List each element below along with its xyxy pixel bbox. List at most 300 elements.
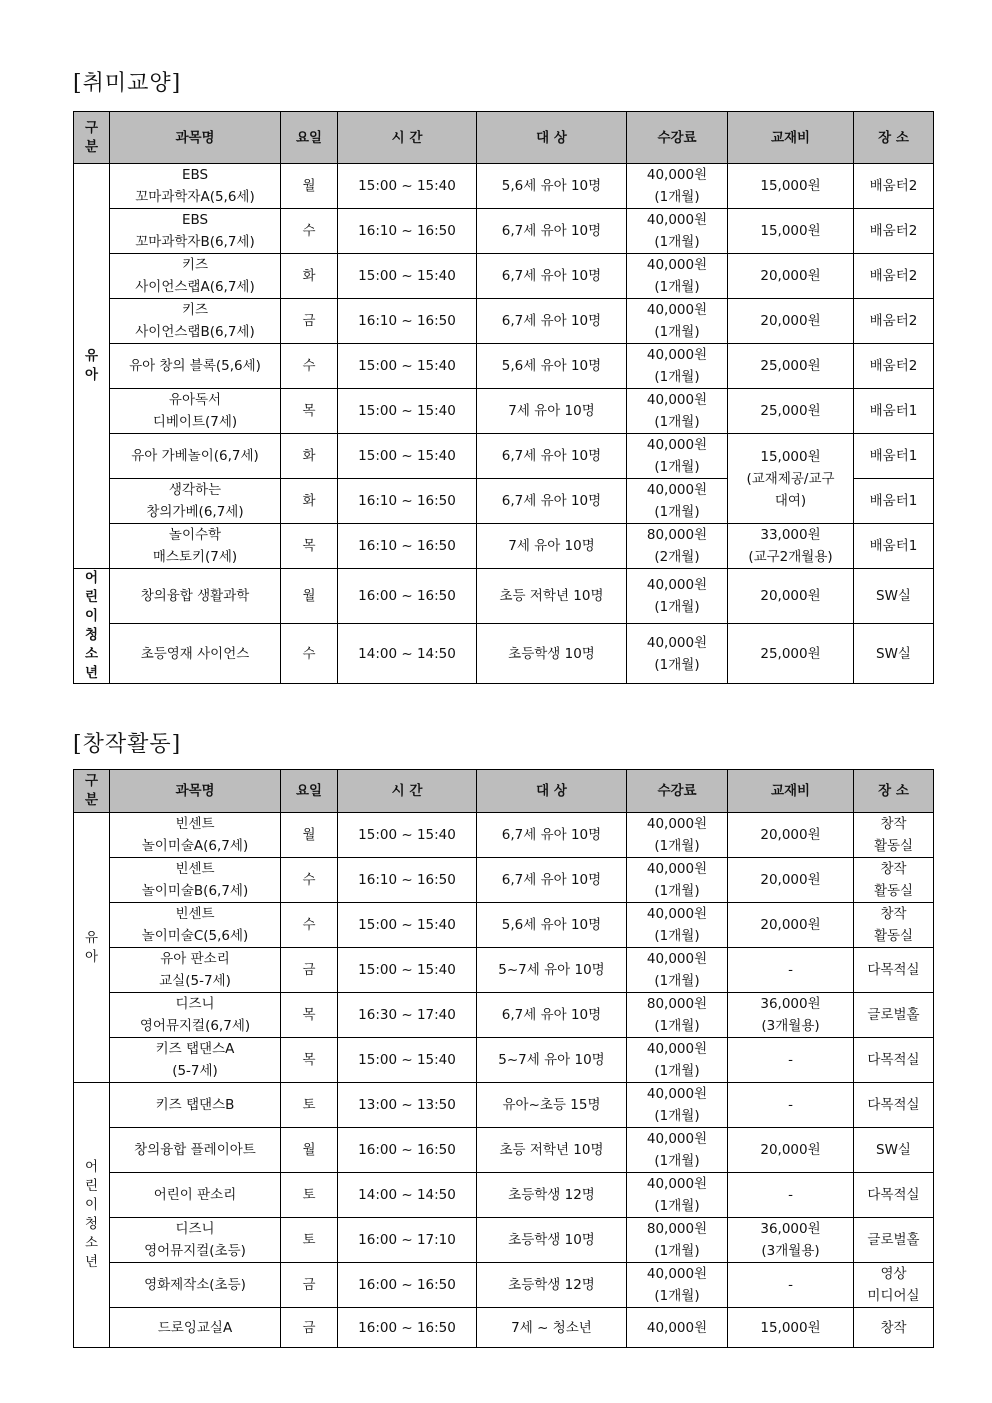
day-cell	[281, 479, 338, 524]
course-name-cell-text: 영화제작소(초등)	[144, 1277, 246, 1293]
book-fee-cell	[728, 1083, 854, 1128]
target-cell-text: 6,7세 유아 10명	[501, 1007, 602, 1023]
target-cell-text: 5~7세 유아 10명	[498, 962, 605, 978]
book-fee-cell-text: 15,000원	[760, 223, 821, 239]
course-name-cell-text: 키즈 사이언스랩A(6,7세)	[135, 257, 255, 295]
place-cell	[854, 624, 934, 684]
place-cell-text: 창작 활동실	[873, 906, 914, 944]
time-cell-text: 13:00 ~ 13:50	[358, 1097, 456, 1113]
book-fee-cell	[728, 813, 854, 858]
place-cell-text: 배움터2	[869, 268, 918, 284]
target-cell	[477, 903, 627, 948]
table-header-row	[74, 770, 934, 813]
book-fee-cell-text: 25,000원	[760, 645, 821, 662]
target-cell-text: 6,7세 유아 10명	[501, 827, 602, 843]
table-row	[74, 299, 934, 344]
book-fee-cell	[728, 254, 854, 299]
fee-cell-text: 40,000원 (1개월)	[646, 1041, 708, 1079]
fee-cell	[627, 1128, 728, 1173]
table-header-row	[74, 112, 934, 164]
group-label-cell-text: 어린이청소년	[84, 1159, 99, 1270]
day-cell-text: 월	[302, 1142, 316, 1158]
table-row	[74, 389, 934, 434]
header-fee	[627, 112, 728, 164]
time-cell	[338, 1128, 477, 1173]
table-row	[74, 1128, 934, 1173]
course-name-cell-text: 키즈 사이언스랩B(6,7세)	[135, 302, 255, 340]
time-cell	[338, 1173, 477, 1218]
place-cell	[854, 993, 934, 1038]
place-cell-text: 영상 미디어실	[867, 1266, 920, 1304]
fee-cell	[627, 1308, 728, 1348]
day-cell-text: 금	[302, 1277, 316, 1293]
place-cell	[854, 524, 934, 569]
table-row	[74, 164, 934, 209]
course-name-cell	[110, 389, 281, 434]
fee-cell	[627, 903, 728, 948]
header-category-text: 구 분	[84, 119, 99, 155]
day-cell-text: 목	[302, 1052, 316, 1068]
place-cell	[854, 903, 934, 948]
fee-cell	[627, 434, 728, 479]
table-row	[74, 624, 934, 684]
course-name-cell-text: 키즈 탭댄스B	[155, 1097, 235, 1113]
fee-cell	[627, 1038, 728, 1083]
target-cell-text: 7세 유아 10명	[508, 403, 595, 419]
header-category	[74, 770, 110, 813]
fee-cell-text: 40,000원 (1개월)	[646, 392, 708, 430]
place-cell-text: SW실	[876, 1142, 911, 1158]
target-cell-text: 초등 저학년 10명	[499, 588, 604, 605]
target-cell	[477, 434, 627, 479]
day-cell	[281, 299, 338, 344]
table-row	[74, 1263, 934, 1308]
book-fee-cell-text: -	[788, 962, 793, 978]
day-cell-text: 토	[302, 1232, 316, 1248]
book-fee-cell	[728, 569, 854, 624]
day-cell	[281, 858, 338, 903]
day-cell	[281, 624, 338, 684]
time-cell-text: 16:10 ~ 16:50	[358, 872, 456, 888]
course-name-cell	[110, 1263, 281, 1308]
course-name-cell	[110, 903, 281, 948]
place-cell	[854, 1173, 934, 1218]
header-time-text: 시 간	[391, 783, 423, 799]
fee-cell	[627, 389, 728, 434]
day-cell-text: 토	[302, 1187, 316, 1203]
target-cell-text: 5~7세 유아 10명	[498, 1052, 605, 1068]
day-cell-text: 화	[302, 448, 316, 464]
header-book-fee-text: 교재비	[770, 129, 811, 146]
book-fee-cell	[728, 164, 854, 209]
book-fee-cell-text: 15,000원 (교재제공/교구 대여)	[746, 448, 835, 509]
day-cell-text: 월	[302, 178, 316, 194]
course-name-cell-text: 디즈니 영어뮤지컬(6,7세)	[139, 996, 251, 1034]
day-cell	[281, 903, 338, 948]
time-cell-text: 16:00 ~ 17:10	[358, 1232, 456, 1248]
table-row	[74, 209, 934, 254]
place-cell	[854, 569, 934, 624]
time-cell	[338, 299, 477, 344]
course-name-cell-text: 창의융합 생활과학	[140, 588, 250, 605]
time-cell	[338, 164, 477, 209]
book-fee-cell	[728, 1218, 854, 1263]
place-cell-text: 배움터2	[869, 358, 918, 374]
fee-cell-text: 40,000원 (1개월)	[646, 951, 708, 989]
book-fee-cell-text: 20,000원	[760, 872, 821, 888]
fee-cell	[627, 254, 728, 299]
time-cell	[338, 569, 477, 624]
place-cell	[854, 254, 934, 299]
target-cell	[477, 389, 627, 434]
course-name-cell	[110, 813, 281, 858]
target-cell	[477, 524, 627, 569]
time-cell-text: 15:00 ~ 15:40	[358, 962, 456, 978]
book-fee-cell	[728, 624, 854, 684]
book-fee-cell	[728, 993, 854, 1038]
time-cell-text: 16:10 ~ 16:50	[358, 538, 456, 554]
book-fee-cell	[728, 344, 854, 389]
target-cell	[477, 1218, 627, 1263]
time-cell-text: 16:30 ~ 17:40	[358, 1007, 456, 1023]
day-cell	[281, 948, 338, 993]
place-cell-text: 배움터2	[869, 313, 918, 329]
time-cell	[338, 993, 477, 1038]
book-fee-cell-text: 20,000원	[760, 268, 821, 284]
day-cell-text: 목	[302, 1007, 316, 1023]
course-name-cell	[110, 1173, 281, 1218]
book-fee-cell-text: 36,000원 (3개월용)	[760, 996, 821, 1034]
course-name-cell	[110, 524, 281, 569]
header-fee-text: 수강료	[657, 783, 697, 799]
day-cell-text: 월	[302, 827, 316, 843]
fee-cell	[627, 1083, 728, 1128]
day-cell	[281, 524, 338, 569]
table-row	[74, 1308, 934, 1348]
course-name-cell-text: 빈센트 놀이미술A(6,7세)	[141, 816, 249, 854]
place-cell	[854, 1218, 934, 1263]
time-cell-text: 15:00 ~ 15:40	[358, 448, 456, 464]
time-cell	[338, 1308, 477, 1348]
course-name-cell	[110, 254, 281, 299]
day-cell-text: 수	[302, 872, 316, 888]
day-cell	[281, 993, 338, 1038]
day-cell	[281, 209, 338, 254]
day-cell	[281, 344, 338, 389]
day-cell-text: 금	[302, 313, 316, 329]
time-cell-text: 16:00 ~ 16:50	[358, 1277, 456, 1293]
book-fee-cell	[728, 209, 854, 254]
header-day-text: 요일	[295, 783, 323, 799]
table-row	[74, 254, 934, 299]
book-fee-cell	[728, 299, 854, 344]
course-name-cell-text: 빈센트 놀이미술B(6,7세)	[141, 861, 249, 899]
fee-cell-text: 40,000원 (1개월)	[646, 302, 708, 340]
book-fee-cell	[728, 389, 854, 434]
place-cell	[854, 813, 934, 858]
group-label-cell	[74, 569, 110, 684]
place-cell	[854, 434, 934, 479]
time-cell-text: 15:00 ~ 15:40	[358, 358, 456, 374]
header-place-text: 장 소	[878, 783, 909, 799]
place-cell-text: 창작	[880, 1319, 907, 1336]
table-row	[74, 1083, 934, 1128]
table-row	[74, 1173, 934, 1218]
target-cell	[477, 344, 627, 389]
place-cell	[854, 1308, 934, 1348]
book-fee-cell	[728, 524, 854, 569]
target-cell	[477, 624, 627, 684]
target-cell	[477, 254, 627, 299]
book-fee-cell-text: -	[788, 1097, 793, 1113]
fee-cell-text: 40,000원 (1개월)	[646, 167, 708, 205]
place-cell-text: 글로벌홀	[867, 1007, 920, 1023]
section-title-hobby: [취미교양]	[73, 71, 182, 96]
header-category-text: 구 분	[84, 773, 99, 808]
day-cell	[281, 1218, 338, 1263]
place-cell-text: 배움터2	[869, 178, 918, 194]
day-cell-text: 수	[302, 223, 316, 239]
target-cell	[477, 209, 627, 254]
time-cell	[338, 344, 477, 389]
day-cell-text: 월	[302, 588, 316, 605]
book-fee-cell-text: 25,000원	[760, 358, 821, 374]
group-label-cell-text: 어린이청소년	[84, 570, 99, 681]
place-cell-text: 글로벌홀	[867, 1232, 920, 1248]
header-course-name	[110, 112, 281, 164]
day-cell-text: 토	[302, 1097, 316, 1113]
header-place	[854, 112, 934, 164]
target-cell-text: 6,7세 유아 10명	[501, 223, 602, 239]
target-cell-text: 초등 저학년 10명	[499, 1142, 604, 1158]
place-cell	[854, 209, 934, 254]
time-cell	[338, 948, 477, 993]
target-cell	[477, 569, 627, 624]
target-cell-text: 초등학생 10명	[508, 1232, 595, 1248]
fee-cell	[627, 858, 728, 903]
book-fee-cell	[728, 1038, 854, 1083]
header-target	[477, 770, 627, 813]
fee-cell-text: 40,000원 (1개월)	[646, 437, 708, 475]
header-fee-text: 수강료	[657, 129, 697, 146]
course-name-cell-text: 창의융합 플레이아트	[134, 1142, 256, 1158]
day-cell	[281, 254, 338, 299]
header-target-text: 대 상	[536, 129, 567, 146]
place-cell-text: SW실	[876, 645, 911, 662]
target-cell	[477, 813, 627, 858]
time-cell-text: 16:10 ~ 16:50	[358, 493, 456, 509]
book-fee-cell	[728, 1173, 854, 1218]
day-cell	[281, 389, 338, 434]
target-cell	[477, 858, 627, 903]
time-cell	[338, 479, 477, 524]
book-fee-cell-text: 36,000원 (3개월용)	[760, 1221, 821, 1259]
target-cell-text: 6,7세 유아 10명	[501, 448, 602, 464]
time-cell-text: 16:00 ~ 16:50	[358, 1142, 456, 1158]
place-cell-text: 다목적실	[867, 1097, 920, 1113]
header-book-fee	[728, 770, 854, 813]
target-cell	[477, 1263, 627, 1308]
book-fee-cell	[728, 903, 854, 948]
place-cell	[854, 1083, 934, 1128]
table-row	[74, 524, 934, 569]
day-cell-text: 수	[302, 358, 316, 374]
fee-cell-text: 40,000원 (1개월)	[646, 861, 708, 899]
fee-cell	[627, 993, 728, 1038]
day-cell-text: 화	[302, 493, 316, 509]
time-cell-text: 14:00 ~ 14:50	[358, 1187, 456, 1203]
target-cell-text: 6,7세 유아 10명	[501, 493, 602, 509]
target-cell-text: 6,7세 유아 10명	[501, 313, 602, 329]
fee-cell	[627, 209, 728, 254]
course-name-cell-text: 키즈 탭댄스A (5-7세)	[155, 1041, 235, 1079]
course-name-cell	[110, 209, 281, 254]
place-cell	[854, 1263, 934, 1308]
target-cell-text: 유아~초등 15명	[502, 1097, 601, 1113]
book-fee-cell	[728, 434, 854, 524]
book-fee-cell-text: 20,000원	[760, 827, 821, 843]
fee-cell	[627, 948, 728, 993]
time-cell-text: 16:00 ~ 16:50	[358, 588, 456, 605]
day-cell-text: 목	[302, 403, 316, 419]
fee-cell	[627, 569, 728, 624]
time-cell-text: 15:00 ~ 15:40	[358, 917, 456, 933]
time-cell-text: 16:10 ~ 16:50	[358, 223, 456, 239]
book-fee-cell	[728, 1128, 854, 1173]
fee-cell-text: 40,000원 (1개월)	[646, 1266, 708, 1304]
course-name-cell-text: 드로잉교실A	[157, 1319, 233, 1336]
place-cell	[854, 389, 934, 434]
fee-cell-text: 80,000원 (1개월)	[646, 996, 708, 1034]
day-cell-text: 금	[302, 1319, 316, 1336]
header-book-fee	[728, 112, 854, 164]
target-cell-text: 초등학생 10명	[508, 645, 595, 662]
fee-cell-text: 80,000원 (2개월)	[646, 527, 708, 565]
target-cell	[477, 299, 627, 344]
fee-cell-text: 40,000원	[646, 1319, 708, 1336]
place-cell-text: 다목적실	[867, 1187, 920, 1203]
course-name-cell-text: 디즈니 영어뮤지컬(초등)	[144, 1221, 246, 1259]
day-cell	[281, 813, 338, 858]
time-cell	[338, 524, 477, 569]
course-name-cell-text: 초등영재 사이언스	[140, 645, 250, 662]
target-cell-text: 6,7세 유아 10명	[501, 872, 602, 888]
target-cell-text: 6,7세 유아 10명	[501, 268, 602, 284]
group-label-cell-text: 유아	[84, 348, 99, 383]
time-cell	[338, 389, 477, 434]
header-day	[281, 112, 338, 164]
course-name-cell	[110, 299, 281, 344]
day-cell	[281, 1308, 338, 1348]
target-cell-text: 5,6세 유아 10명	[501, 917, 602, 933]
table-row	[74, 434, 934, 479]
place-cell	[854, 164, 934, 209]
table-row	[74, 858, 934, 903]
fee-cell	[627, 344, 728, 389]
time-cell	[338, 254, 477, 299]
book-fee-cell-text: -	[788, 1052, 793, 1068]
fee-cell-text: 40,000원 (1개월)	[646, 577, 708, 616]
time-cell	[338, 1083, 477, 1128]
target-cell	[477, 164, 627, 209]
time-cell-text: 15:00 ~ 15:40	[358, 178, 456, 194]
book-fee-cell-text: 15,000원	[760, 1319, 821, 1336]
header-course-name	[110, 770, 281, 813]
day-cell	[281, 164, 338, 209]
course-name-cell-text: 빈센트 놀이미술C(5,6세)	[141, 906, 249, 944]
place-cell-text: 배움터1	[869, 493, 918, 509]
course-name-cell	[110, 1038, 281, 1083]
target-cell	[477, 1128, 627, 1173]
fee-cell	[627, 479, 728, 524]
day-cell-text: 수	[302, 917, 316, 933]
table-row	[74, 813, 934, 858]
table-row	[74, 948, 934, 993]
fee-cell-text: 40,000원 (1개월)	[646, 482, 708, 520]
book-fee-cell	[728, 1263, 854, 1308]
target-cell	[477, 1308, 627, 1348]
place-cell-text: 다목적실	[867, 1052, 920, 1068]
fee-cell-text: 40,000원 (1개월)	[646, 257, 708, 295]
course-name-cell-text: 생각하는 창의가베(6,7세)	[146, 482, 244, 520]
course-name-cell-text: 유아 가베놀이(6,7세)	[131, 448, 259, 464]
place-cell	[854, 344, 934, 389]
time-cell	[338, 813, 477, 858]
day-cell	[281, 1173, 338, 1218]
place-cell	[854, 1128, 934, 1173]
place-cell-text: 창작 활동실	[873, 816, 914, 854]
header-book-fee-text: 교재비	[770, 783, 811, 799]
day-cell-text: 금	[302, 962, 316, 978]
time-cell-text: 16:00 ~ 16:50	[358, 1319, 456, 1336]
group-label-cell	[74, 164, 110, 569]
fee-cell	[627, 624, 728, 684]
day-cell	[281, 1263, 338, 1308]
table-row	[74, 993, 934, 1038]
target-cell-text: 5,6세 유아 10명	[501, 358, 602, 374]
fee-cell	[627, 164, 728, 209]
fee-cell-text: 40,000원 (1개월)	[646, 212, 708, 250]
header-day-text: 요일	[295, 129, 323, 146]
course-name-cell-text: EBS 꼬마과학자A(5,6세)	[135, 167, 255, 205]
day-cell-text: 수	[302, 645, 316, 662]
header-place-text: 장 소	[878, 129, 909, 146]
course-name-cell	[110, 164, 281, 209]
target-cell-text: 5,6세 유아 10명	[501, 178, 602, 194]
time-cell-text: 16:10 ~ 16:50	[358, 313, 456, 329]
target-cell	[477, 1038, 627, 1083]
course-name-cell	[110, 948, 281, 993]
course-name-cell	[110, 344, 281, 389]
header-place	[854, 770, 934, 813]
table-row	[74, 344, 934, 389]
day-cell	[281, 1038, 338, 1083]
place-cell-text: 배움터1	[869, 403, 918, 419]
table-row	[74, 1218, 934, 1263]
target-cell	[477, 993, 627, 1038]
course-name-cell	[110, 569, 281, 624]
course-name-cell	[110, 1308, 281, 1348]
fee-cell	[627, 524, 728, 569]
place-cell-text: 배움터1	[869, 538, 918, 554]
header-course-name-text: 과목명	[175, 783, 215, 799]
time-cell	[338, 209, 477, 254]
target-cell	[477, 1083, 627, 1128]
header-target	[477, 112, 627, 164]
header-category	[74, 112, 110, 164]
fee-cell-text: 40,000원 (1개월)	[646, 347, 708, 385]
course-name-cell-text: 놀이수학 매스토키(7세)	[152, 527, 238, 565]
